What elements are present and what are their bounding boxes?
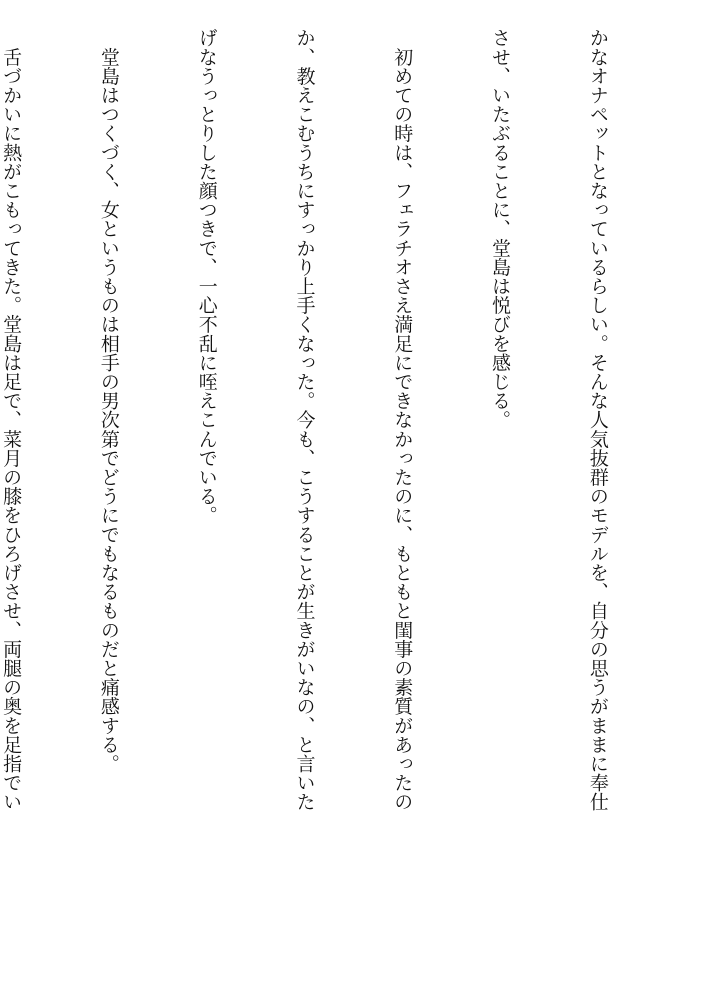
text-line: させ、いたぶることに、堂島は悦びを感じる。 — [489, 28, 512, 430]
text-line: げなうっとりした顔つきで、一心不乱に咥えこんでいる。 — [195, 28, 218, 525]
vertical-text-body — [0, 28, 679, 974]
text-line: 初めての時は、フェラチオさえ満足にできなかったのに、もともと閨事の素質があったの — [391, 28, 414, 812]
text-line: 舌づかいに熱がこもってきた。堂島は足で、菜月の膝をひろげさせ、両腿の奥を足指でい — [0, 28, 23, 812]
text-line: かなオナペットとなっているらしい。そんな人気抜群のモデルを、自分の思うがままに奉仕 — [586, 28, 609, 812]
text-line: か、教えこむうちにすっかり上手くなった。今も、こうすることが生きがいなの、と言いた — [293, 28, 316, 812]
text-line: 堂島はつくづく、女というものは相手の男次第でどうにでもなるものだと痛感する。 — [97, 28, 120, 773]
